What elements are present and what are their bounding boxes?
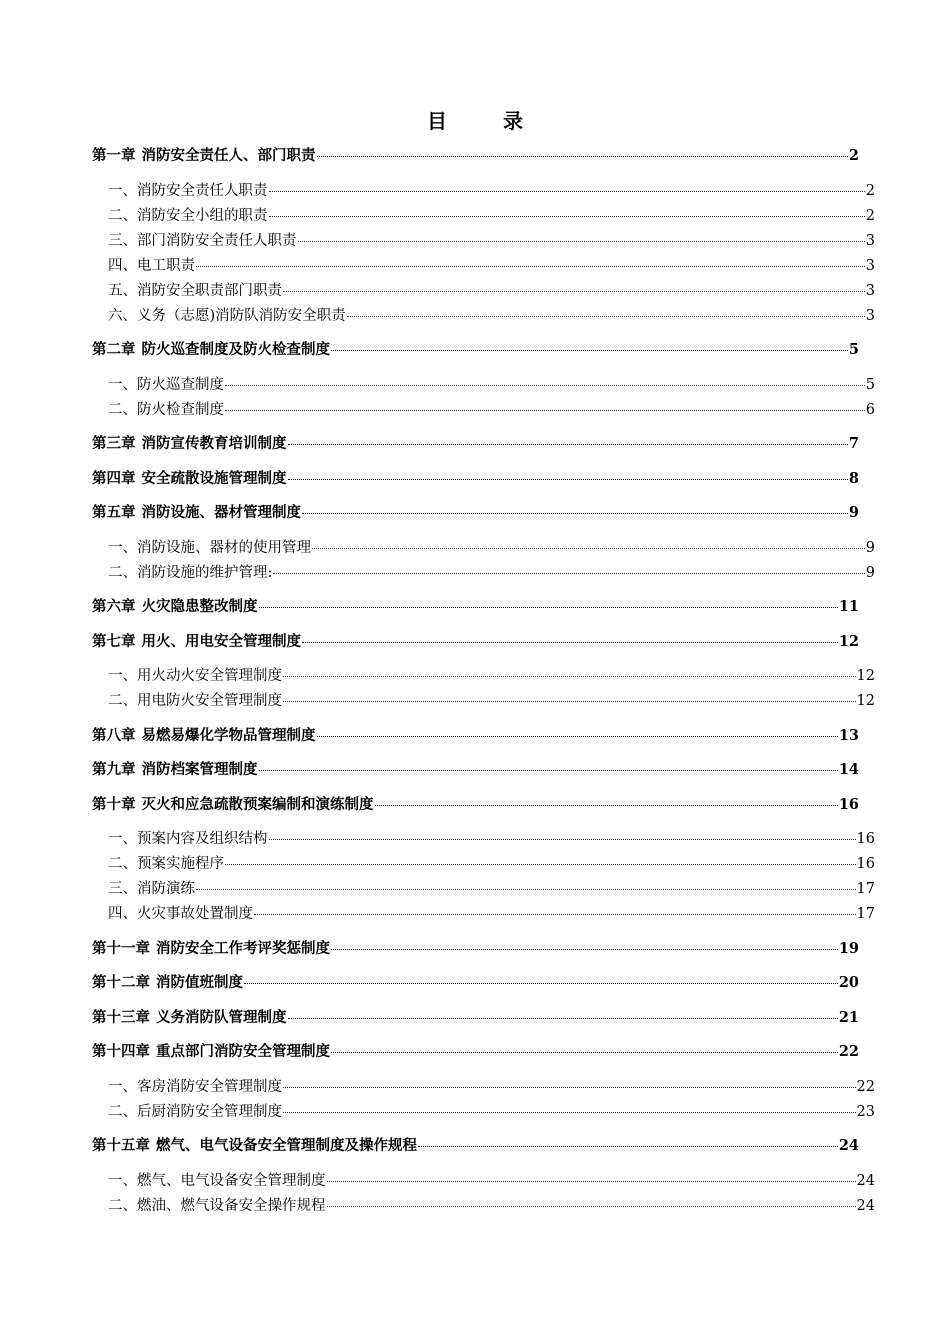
- toc-entry-label: [108, 306, 346, 326]
- toc-section-entry[interactable]: [92, 256, 875, 281]
- toc-chapter-entry[interactable]: [92, 726, 859, 761]
- toc-page-number: 20: [838, 974, 859, 991]
- toc-section-entry[interactable]: [92, 904, 875, 939]
- toc-page-number: 12: [838, 632, 859, 650]
- toc-chapter-entry[interactable]: [92, 1008, 859, 1043]
- toc-entry-text: 一、用火动火安全管理制度: [108, 668, 282, 684]
- toc-entry-label: [108, 375, 224, 395]
- toc-entry-text: 三、消防演练: [108, 881, 195, 897]
- toc-entry-text: 安全疏散设施管理制度: [141, 469, 287, 487]
- toc-dot-leader: [347, 315, 865, 317]
- toc-chapter-entry[interactable]: [92, 1136, 859, 1171]
- toc-dot-leader: [331, 948, 838, 950]
- toc-entry-label: [108, 854, 224, 874]
- toc-dot-leader: [302, 512, 848, 514]
- toc-entry-label: [108, 563, 272, 583]
- toc-entry-label: [108, 1171, 326, 1191]
- toc-dot-leader: [225, 409, 865, 411]
- toc-entry-label: [92, 726, 316, 746]
- toc-dot-leader: [327, 1205, 856, 1207]
- toc-page-number: 16: [856, 831, 875, 847]
- toc-entry-text: 三、部门消防安全责任人职责: [108, 232, 297, 249]
- toc-entry-text: 一、燃气、电气设备安全管理制度: [108, 1172, 326, 1189]
- toc-section-entry[interactable]: [92, 181, 875, 206]
- toc-entry-label: [92, 795, 374, 815]
- toc-dot-leader: [269, 190, 865, 192]
- toc-entry-label: [92, 434, 287, 454]
- toc-entry-label: [108, 829, 268, 849]
- toc-entry-label: [92, 760, 258, 780]
- toc-dot-leader: [259, 769, 838, 771]
- toc-entry-label: [92, 973, 243, 993]
- toc-chapter-number: 第一章: [92, 147, 136, 164]
- toc-entry-label: [92, 340, 330, 360]
- toc-chapter-number: 第七章: [92, 632, 136, 650]
- toc-page-number: 6: [865, 401, 875, 418]
- toc-dot-leader: [259, 606, 838, 608]
- toc-entry-text: 一、客房消防安全管理制度: [108, 1078, 282, 1095]
- toc-chapter-entry[interactable]: [92, 146, 859, 181]
- toc-dot-leader: [298, 240, 865, 242]
- toc-page-number: 17: [856, 906, 875, 922]
- toc-entry-label: [108, 181, 268, 201]
- toc-section-entry[interactable]: [92, 375, 875, 400]
- toc-page-number: 11: [838, 598, 859, 615]
- toc-entry-label: [108, 1196, 326, 1216]
- toc-entry-text: 二、用电防火安全管理制度: [108, 693, 282, 709]
- toc-dot-leader: [375, 804, 838, 806]
- toc-entry-label: [92, 503, 301, 523]
- toc-dot-leader: [302, 641, 838, 643]
- toc-chapter-number: 第二章: [92, 341, 136, 358]
- toc-section-entry[interactable]: [92, 691, 875, 726]
- toc-dot-leader: [312, 547, 865, 549]
- toc-entry-text: 易燃易爆化学物品管理制度: [141, 726, 316, 744]
- toc-section-entry[interactable]: [92, 1196, 875, 1231]
- toc-entry-label: [108, 879, 195, 899]
- toc-dot-leader: [269, 838, 856, 840]
- toc-page-number: 3: [865, 282, 875, 299]
- toc-page-number: 3: [865, 232, 875, 249]
- toc-entry-label: [108, 538, 311, 558]
- toc-entry-label: [108, 1102, 282, 1122]
- toc-entry-text: 五、消防安全职责部门职责: [108, 282, 282, 299]
- toc-page-number: 2: [848, 147, 859, 164]
- toc-entry-label: [92, 146, 316, 166]
- toc-dot-leader: [331, 1051, 838, 1053]
- toc-chapter-number: 第九章: [92, 761, 136, 778]
- toc-chapter-entry[interactable]: [92, 795, 859, 830]
- toc-section-entry[interactable]: [92, 1102, 875, 1137]
- toc-section-entry[interactable]: [92, 854, 875, 879]
- toc-entry-label: [108, 400, 224, 420]
- toc-dot-leader: [254, 913, 856, 915]
- toc-entry-text: 一、消防安全责任人职责: [108, 182, 268, 199]
- toc-chapter-number: 第五章: [92, 504, 136, 521]
- toc-dot-leader: [283, 675, 856, 677]
- toc-dot-leader: [196, 265, 865, 267]
- toc-page-number: 13: [838, 726, 859, 744]
- toc-dot-leader: [283, 1086, 856, 1088]
- toc-section-entry[interactable]: [92, 829, 875, 854]
- toc-entry-text: 二、防火检查制度: [108, 401, 224, 418]
- toc-section-entry[interactable]: [92, 231, 875, 256]
- toc-entry-label: [108, 206, 268, 226]
- toc-dot-leader: [283, 700, 856, 702]
- toc-entry-text: 重点部门消防安全管理制度: [156, 1043, 330, 1060]
- toc-chapter-number: 第十二章: [92, 974, 150, 991]
- toc-entry-text: 二、消防设施的维护管理:: [108, 564, 273, 581]
- toc-page-number: 12: [856, 693, 875, 709]
- toc-page-number: 21: [838, 1008, 859, 1026]
- toc-section-entry[interactable]: [92, 879, 875, 904]
- toc-chapter-number: 第八章: [92, 726, 136, 744]
- toc-entry-text: 义务消防队管理制度: [156, 1008, 287, 1026]
- toc-chapter-entry[interactable]: [92, 597, 859, 632]
- toc-chapter-entry[interactable]: [92, 469, 859, 504]
- toc-entry-text: 消防设施、器材管理制度: [141, 504, 301, 521]
- toc-entry-text: 六、义务（志愿)消防队消防安全职责: [108, 307, 346, 324]
- toc-entry-text: 消防宣传教育培训制度: [141, 435, 287, 452]
- toc-entry-label: [92, 469, 287, 489]
- toc-page-number: 5: [848, 341, 859, 358]
- toc-page-number: 5: [865, 376, 875, 393]
- toc-entry-text: 四、火灾事故处置制度: [108, 906, 253, 922]
- toc-section-entry[interactable]: [92, 400, 875, 435]
- toc-entry-label: [92, 1136, 417, 1156]
- toc-entry-text: 二、后厨消防安全管理制度: [108, 1103, 282, 1120]
- toc-entry-text: 防火巡查制度及防火检查制度: [141, 341, 330, 358]
- toc-entry-label: [108, 256, 195, 276]
- toc-section-entry[interactable]: [92, 306, 875, 341]
- toc-chapter-entry[interactable]: [92, 939, 859, 974]
- toc-section-entry[interactable]: [92, 666, 875, 691]
- toc-dot-leader: [331, 349, 848, 351]
- toc-entry-text: 消防安全工作考评奖惩制度: [156, 939, 330, 957]
- toc-dot-leader: [418, 1145, 838, 1147]
- toc-page-number: 3: [865, 307, 875, 324]
- toc-page-number: 22: [856, 1078, 875, 1095]
- toc-page-number: 22: [838, 1043, 859, 1060]
- toc-chapter-number: 第十三章: [92, 1008, 150, 1026]
- toc-dot-leader: [317, 155, 848, 157]
- toc-title: 目 录: [427, 109, 541, 133]
- toc-entry-text: 用火、用电安全管理制度: [141, 632, 301, 650]
- toc-chapter-number: 第十五章: [92, 1137, 150, 1154]
- toc-dot-leader: [196, 888, 856, 890]
- toc-chapter-entry[interactable]: [92, 503, 859, 538]
- toc-page-number: 2: [865, 182, 875, 199]
- toc-page-number: 12: [856, 668, 875, 684]
- toc-entry-text: 火灾隐患整改制度: [141, 598, 258, 615]
- toc-page-number: 2: [865, 207, 875, 224]
- toc-chapter-entry[interactable]: [92, 973, 859, 1008]
- toc-page-number: 24: [856, 1172, 875, 1189]
- toc-entry-label: [92, 1008, 287, 1028]
- toc-entry-text: 二、燃油、燃气设备安全操作规程: [108, 1197, 326, 1214]
- toc-entry-label: [92, 632, 301, 652]
- toc-dot-leader: [244, 982, 838, 984]
- toc-entry-text: 四、电工职责: [108, 257, 195, 274]
- toc-page-number: 17: [856, 881, 875, 897]
- toc-chapter-entry[interactable]: [92, 1042, 859, 1077]
- toc-page-number: 9: [848, 504, 859, 521]
- toc-page-number: 16: [838, 795, 859, 813]
- toc-entry-text: 燃气、电气设备安全管理制度及操作规程: [156, 1137, 417, 1154]
- toc-entry-label: [92, 1042, 330, 1062]
- toc-chapter-number: 第十一章: [92, 939, 150, 957]
- toc-entry-label: [108, 281, 282, 301]
- toc-entry-text: 二、消防安全小组的职责: [108, 207, 268, 224]
- toc-page-number: 19: [838, 939, 859, 957]
- toc-section-entry[interactable]: [92, 1171, 875, 1196]
- toc-entry-text: 消防档案管理制度: [141, 761, 258, 778]
- toc-dot-leader: [225, 384, 865, 386]
- toc-dot-leader: [225, 863, 856, 865]
- toc-page-number: 16: [856, 856, 875, 872]
- toc-entry-text: 一、消防设施、器材的使用管理: [108, 539, 311, 556]
- table-of-contents: [92, 146, 875, 1230]
- toc-entry-label: [108, 666, 282, 686]
- toc-page-number: 14: [838, 761, 859, 778]
- toc-entry-text: 消防安全责任人、部门职责: [141, 147, 316, 164]
- toc-page-number: 3: [865, 257, 875, 274]
- toc-dot-leader: [317, 735, 838, 737]
- toc-dot-leader: [288, 1017, 838, 1019]
- toc-dot-leader: [283, 1111, 856, 1113]
- toc-section-entry[interactable]: [92, 206, 875, 231]
- toc-chapter-entry[interactable]: [92, 434, 859, 469]
- toc-entry-label: [108, 231, 297, 251]
- toc-page-number: 8: [848, 469, 859, 487]
- toc-chapter-number: 第十四章: [92, 1043, 150, 1060]
- toc-section-entry[interactable]: [92, 563, 875, 598]
- toc-entry-text: 一、预案内容及组织结构: [108, 831, 268, 847]
- toc-dot-leader: [327, 1180, 856, 1182]
- toc-entry-text: 二、预案实施程序: [108, 856, 224, 872]
- toc-entry-label: [92, 939, 330, 959]
- toc-chapter-entry[interactable]: [92, 760, 859, 795]
- toc-entry-text: 灭火和应急疏散预案编制和演练制度: [141, 795, 374, 813]
- toc-section-entry[interactable]: [92, 538, 875, 563]
- toc-chapter-number: 第六章: [92, 598, 136, 615]
- toc-page-number: 9: [865, 564, 875, 581]
- toc-dot-leader: [288, 443, 848, 445]
- toc-chapter-number: 第三章: [92, 435, 136, 452]
- toc-page-number: 23: [856, 1103, 875, 1120]
- toc-chapter-entry[interactable]: [92, 340, 859, 375]
- toc-chapter-number: 第四章: [92, 469, 136, 487]
- toc-entry-label: [108, 691, 282, 711]
- toc-chapter-number: 第十章: [92, 795, 136, 813]
- toc-page-number: 24: [856, 1197, 875, 1214]
- toc-entry-text: 一、防火巡查制度: [108, 376, 224, 393]
- toc-dot-leader: [269, 215, 865, 217]
- toc-dot-leader: [283, 290, 865, 292]
- toc-page-number: 9: [865, 539, 875, 556]
- toc-dot-leader: [273, 572, 864, 574]
- toc-page-number: 7: [848, 435, 859, 452]
- toc-entry-label: [92, 597, 258, 617]
- toc-section-entry[interactable]: [92, 281, 875, 306]
- toc-section-entry[interactable]: [92, 1077, 875, 1102]
- toc-entry-label: [108, 1077, 282, 1097]
- toc-dot-leader: [288, 478, 848, 480]
- toc-entry-label: [108, 904, 253, 924]
- toc-chapter-entry[interactable]: [92, 632, 859, 667]
- toc-page-number: 24: [838, 1137, 859, 1154]
- toc-entry-text: 消防值班制度: [156, 974, 243, 991]
